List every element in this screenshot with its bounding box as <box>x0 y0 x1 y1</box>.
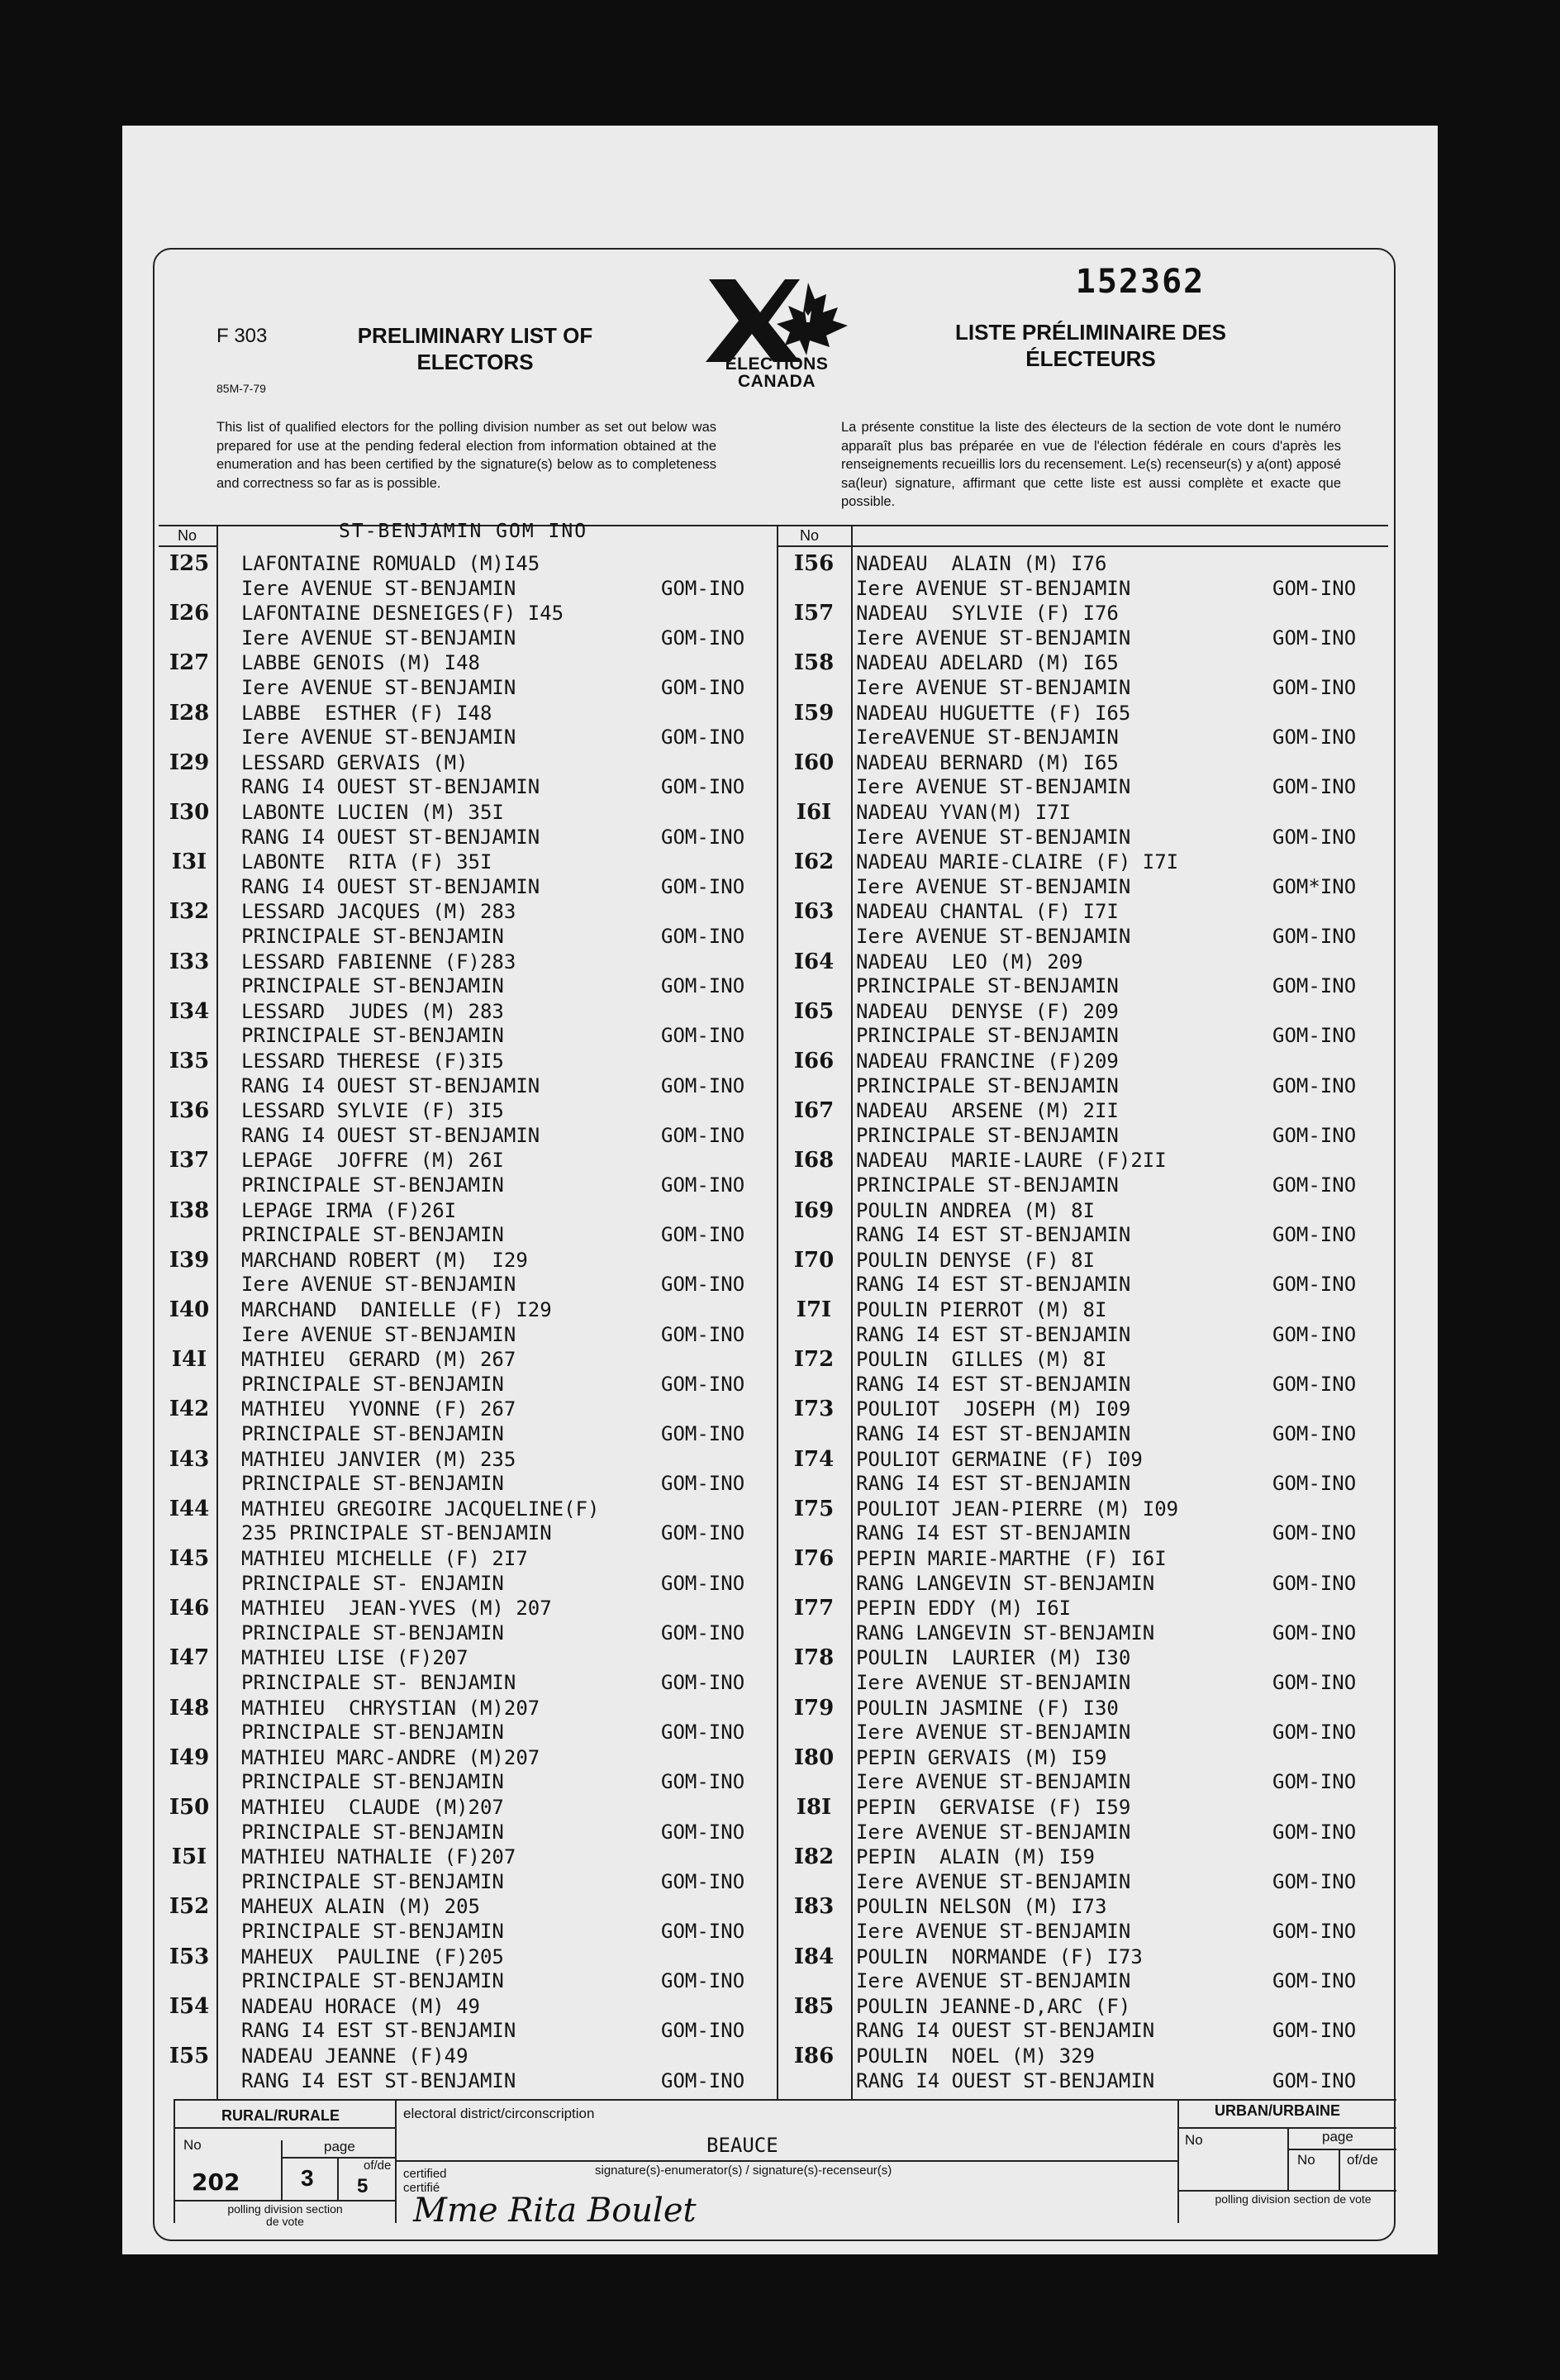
page-total: 5 <box>357 2175 369 2197</box>
postal-code: GOM-INO <box>661 974 745 998</box>
elector-name: POULIN DENYSE (F) 8I <box>856 1248 1095 1272</box>
elector-address: RANG I4 EST ST-BENJAMIN <box>856 1273 1131 1297</box>
elector-number: I38 <box>169 1197 210 1223</box>
elector-address: Iere AVENUE ST-BENJAMIN <box>241 1273 516 1297</box>
elector-name: MATHIEU GERARD (M) 267 <box>241 1348 516 1372</box>
urban-of-label: of/de <box>1347 2152 1378 2168</box>
elector-name: NADEAU ARSENE (M) 2II <box>856 1099 1119 1123</box>
postal-code: GOM-INO <box>1272 1273 1357 1297</box>
urban-page-rule <box>1287 2149 1396 2150</box>
postal-code: GOM-INO <box>1272 626 1357 650</box>
elector-address: RANG I4 EST ST-BENJAMIN <box>856 1372 1131 1396</box>
elector-number: I25 <box>169 551 210 576</box>
elector-number: I77 <box>793 1596 835 1621</box>
postal-code: GOM-INO <box>661 1322 745 1346</box>
elector-name: POULIN GILLES (M) 8I <box>856 1348 1107 1372</box>
elector-address: PRINCIPALE ST-BENJAMIN <box>856 1123 1119 1147</box>
urban-no-label: No <box>1185 2132 1203 2148</box>
elector-number: I27 <box>169 650 210 676</box>
elector-name: POULIN PIERROT (M) 8I <box>856 1298 1107 1321</box>
elector-name: MATHIEU YVONNE (F) 267 <box>241 1397 516 1421</box>
elector-address: Iere AVENUE ST-BENJAMIN <box>856 1770 1131 1794</box>
elector-address: PRINCIPALE ST-BENJAMIN <box>241 1721 504 1745</box>
location-header: ST-BENJAMIN GOM INO <box>339 521 588 542</box>
elector-name: LAFONTAINE DESNEIGES(F) I45 <box>241 602 564 626</box>
elector-number: I29 <box>169 750 210 775</box>
elector-address: RANG I4 OUEST ST-BENJAMIN <box>241 1123 540 1147</box>
elector-number: I32 <box>169 899 210 925</box>
elector-number: I52 <box>169 1894 210 1920</box>
column-divider-2 <box>777 525 778 2099</box>
elector-name: POULIOT JOSEPH (M) I09 <box>856 1397 1131 1421</box>
elector-number: I65 <box>793 998 835 1024</box>
postal-code: GOM-INO <box>661 1123 745 1147</box>
postal-code: GOM-INO <box>1272 1472 1357 1496</box>
elector-address: RANG I4 OUEST ST-BENJAMIN <box>856 2019 1155 2043</box>
page-number: 3 <box>301 2165 314 2191</box>
postal-code: GOM-INO <box>1272 1820 1357 1844</box>
elector-address: RANG I4 EST ST-BENJAMIN <box>241 2019 516 2043</box>
postal-code: GOM-INO <box>1272 1421 1357 1445</box>
urban-label: URBAN/URBAINE <box>1215 2102 1340 2119</box>
intro-english: This list of qualified electors for the polling division number as set out below was prepared for use at the pending federal election from information obtained at the enumeration and has been certified by the signature(s) below as to completeness and correctness so far as is possible. <box>216 420 716 491</box>
elector-number: I64 <box>793 949 835 974</box>
postal-code: GOM-INO <box>1272 1073 1357 1097</box>
elector-number: I28 <box>169 700 210 726</box>
rural-no-label: No <box>183 2137 202 2153</box>
elector-name: PEPIN ALAIN (M) I59 <box>856 1845 1095 1869</box>
elector-number: I56 <box>793 551 835 576</box>
elector-name: POULIOT JEAN-PIERRE (M) I09 <box>856 1497 1179 1521</box>
elector-name: LESSARD THERESE (F)3I5 <box>241 1050 504 1073</box>
elector-name: LESSARD JACQUES (M) 283 <box>241 900 516 924</box>
no-header-left: No <box>178 527 197 544</box>
rural-page-divider <box>337 2157 339 2200</box>
enumerator-signature: Mme Rita Boulet <box>413 2192 697 2230</box>
postal-code: GOM-INO <box>661 1721 745 1745</box>
no-header-rule-left <box>159 545 216 547</box>
elector-name: PEPIN GERVAISE (F) I59 <box>856 1796 1131 1819</box>
elector-number: I66 <box>793 1049 835 1073</box>
elector-name: POULIN NOEL (M) 329 <box>856 2044 1095 2068</box>
elector-address: PRINCIPALE ST-BENJAMIN <box>241 1372 504 1396</box>
postal-code: GOM*INO <box>1272 874 1357 898</box>
elector-number: I5I <box>171 1844 207 1870</box>
elector-name: LEPAGE IRMA (F)26I <box>241 1198 457 1222</box>
elector-address: PRINCIPALE ST-BENJAMIN <box>856 1024 1119 1048</box>
postal-code: GOM-INO <box>1272 1571 1357 1595</box>
elector-address: Iere AVENUE ST-BENJAMIN <box>856 825 1131 849</box>
elector-name: LESSARD GERVAIS (M) <box>241 750 468 774</box>
postal-code: GOM-INO <box>661 576 745 600</box>
elector-number: I73 <box>793 1397 835 1422</box>
elector-number: I30 <box>169 800 210 825</box>
elector-name: NADEAU ALAIN (M) I76 <box>856 552 1107 575</box>
elector-number: I36 <box>169 1098 210 1124</box>
elector-name: LESSARD JUDES (M) 283 <box>241 999 504 1023</box>
rural-label-rule <box>174 2127 395 2129</box>
elector-name: LEPAGE JOFFRE (M) 26I <box>241 1149 504 1173</box>
elector-name: LESSARD FABIENNE (F)283 <box>241 950 516 973</box>
elector-address: PRINCIPALE ST-BENJAMIN <box>241 1621 504 1645</box>
rural-no-divider <box>281 2140 283 2200</box>
elector-number: I83 <box>793 1894 835 1920</box>
elector-number: I43 <box>169 1446 210 1472</box>
postal-code: GOM-INO <box>661 1969 745 1993</box>
postal-code: GOM-INO <box>1272 1123 1357 1147</box>
header-rule-right <box>851 545 1388 547</box>
elector-name: MATHIEU LISE (F)207 <box>241 1646 468 1670</box>
postal-code: GOM-INO <box>661 675 745 699</box>
postal-code: GOM-INO <box>661 1223 745 1247</box>
postal-code: GOM-INO <box>1272 1670 1357 1694</box>
postal-code: GOM-INO <box>661 2019 745 2043</box>
elector-address: RANG I4 OUEST ST-BENJAMIN <box>241 1073 540 1097</box>
title-french: LISTE PRÉLIMINAIRE DES ÉLECTEURS <box>955 320 1226 371</box>
elector-number: I50 <box>169 1795 210 1820</box>
elector-name: MAHEUX PAULINE (F)205 <box>241 1944 504 1968</box>
elector-address: PRINCIPALE ST-BENJAMIN <box>241 1820 504 1844</box>
elector-address: Iere AVENUE ST-BENJAMIN <box>856 1869 1131 1893</box>
elector-name: NADEAU YVAN(M) I7I <box>856 801 1072 824</box>
elector-name: POULIN NORMANDE (F) I73 <box>856 1944 1143 1968</box>
elector-number: I70 <box>793 1247 835 1273</box>
elector-number: I74 <box>793 1446 835 1472</box>
elector-name: POULIN JASMINE (F) I30 <box>856 1696 1119 1720</box>
elector-address: RANG I4 EST ST-BENJAMIN <box>856 1521 1131 1545</box>
urban-no-label-2: No <box>1297 2152 1315 2168</box>
postal-code: GOM-INO <box>661 1670 745 1694</box>
postal-code: GOM-INO <box>1272 675 1357 699</box>
postal-code: GOM-INO <box>1272 775 1357 799</box>
postal-code: GOM-INO <box>661 1372 745 1396</box>
elector-address: Iere AVENUE ST-BENJAMIN <box>856 675 1131 699</box>
elector-address: Iere AVENUE ST-BENJAMIN <box>241 626 516 650</box>
rural-of-label: of/de <box>364 2159 392 2173</box>
elector-number: I72 <box>793 1347 835 1373</box>
elector-name: NADEAU HORACE (M) 49 <box>241 1994 480 2018</box>
elector-number: I33 <box>169 949 210 974</box>
elector-number: I67 <box>793 1098 835 1124</box>
elector-address: Iere AVENUE ST-BENJAMIN <box>856 1969 1131 1993</box>
polling-number: 202 <box>192 2168 240 2196</box>
elector-number: I78 <box>793 1645 835 1671</box>
rural-label: RURAL/RURALE <box>221 2107 340 2124</box>
serial-number: 152362 <box>1075 263 1206 301</box>
elector-address: RANG I4 OUEST ST-BENJAMIN <box>856 2068 1155 2092</box>
elector-address: Iere AVENUE ST-BENJAMIN <box>856 1919 1131 1943</box>
elector-address: 235 PRINCIPALE ST-BENJAMIN <box>241 1521 552 1545</box>
elector-number: I55 <box>169 2044 210 2068</box>
elector-name: NADEAU LEO (M) 209 <box>856 950 1083 973</box>
elector-address: RANG I4 OUEST ST-BENJAMIN <box>241 825 540 849</box>
elector-number: I37 <box>169 1148 210 1173</box>
title-english: PRELIMINARY LIST OF ELECTORS <box>357 323 593 374</box>
postal-code: GOM-INO <box>1272 1223 1357 1247</box>
elector-name: NADEAU MARIE-LAURE (F)2II <box>856 1149 1167 1173</box>
elector-name: LESSARD SYLVIE (F) 3I5 <box>241 1099 504 1123</box>
elector-number: I39 <box>169 1247 210 1273</box>
elector-number: I86 <box>793 2044 835 2068</box>
postal-code: GOM-INO <box>661 1073 745 1097</box>
elector-name: NADEAU BERNARD (M) I65 <box>856 750 1119 774</box>
elector-number: I58 <box>793 650 835 676</box>
postal-code: GOM-INO <box>661 924 745 948</box>
elector-address: IereAVENUE ST-BENJAMIN <box>856 726 1119 750</box>
elector-number: I69 <box>793 1197 835 1223</box>
elector-address: Iere AVENUE ST-BENJAMIN <box>241 675 516 699</box>
postal-code: GOM-INO <box>1272 1869 1357 1893</box>
elector-number: I53 <box>169 1944 210 1969</box>
elector-name: NADEAU CHANTAL (F) I7I <box>856 900 1119 924</box>
postal-code: GOM-INO <box>1272 1024 1357 1048</box>
postal-code: GOM-INO <box>661 626 745 650</box>
elector-name: PEPIN EDDY (M) I6I <box>856 1597 1072 1621</box>
elector-address: Iere AVENUE ST-BENJAMIN <box>856 1670 1131 1694</box>
postal-code: GOM-INO <box>661 1472 745 1496</box>
elector-address: PRINCIPALE ST-BENJAMIN <box>241 1869 504 1893</box>
elector-number: I47 <box>169 1645 210 1671</box>
elector-address: Iere AVENUE ST-BENJAMIN <box>856 924 1131 948</box>
elector-address: PRINCIPALE ST-BENJAMIN <box>241 1770 504 1794</box>
elector-address: PRINCIPALE ST-BENJAMIN <box>241 1223 504 1247</box>
elector-number: I84 <box>793 1944 835 1969</box>
elector-name: MATHIEU CHRYSTIAN (M)207 <box>241 1696 540 1720</box>
elector-address: RANG LANGEVIN ST-BENJAMIN <box>856 1621 1155 1645</box>
elector-number: I79 <box>793 1695 835 1721</box>
district-rule <box>395 2160 1177 2162</box>
elector-name: MATHIEU JEAN-YVES (M) 207 <box>241 1597 552 1621</box>
elector-number: I44 <box>169 1496 210 1521</box>
footer-divider-right <box>1177 2099 1179 2223</box>
postal-code: GOM-INO <box>661 1571 745 1595</box>
elector-address: Iere AVENUE ST-BENJAMIN <box>241 726 516 750</box>
elector-number: I62 <box>793 850 835 875</box>
elector-number: I85 <box>793 1993 835 2019</box>
elector-address: PRINCIPALE ST-BENJAMIN <box>241 924 504 948</box>
postal-code: GOM-INO <box>661 874 745 898</box>
elector-number: I34 <box>169 998 210 1024</box>
elector-address: Iere AVENUE ST-BENJAMIN <box>856 626 1131 650</box>
elector-number: I48 <box>169 1695 210 1721</box>
elector-name: LABBE ESTHER (F) I48 <box>241 701 492 725</box>
elector-number: I60 <box>793 750 835 775</box>
elector-name: LABONTE RITA (F) 35I <box>241 850 492 874</box>
footer-left-edge <box>174 2099 175 2223</box>
elector-address: RANG I4 EST ST-BENJAMIN <box>856 1223 1131 1247</box>
district-label: electoral district/circonscription <box>403 2106 595 2121</box>
elector-address: Iere AVENUE ST-BENJAMIN <box>856 874 1131 898</box>
elector-number: I42 <box>169 1397 210 1422</box>
postal-code: GOM-INO <box>661 775 745 799</box>
postal-code: GOM-INO <box>1272 1372 1357 1396</box>
elector-address: Iere AVENUE ST-BENJAMIN <box>241 576 516 600</box>
logo-text: ELECTIONS CANADA <box>725 355 829 391</box>
elector-name: MATHIEU JANVIER (M) 235 <box>241 1447 516 1471</box>
postal-code: GOM-INO <box>661 1869 745 1893</box>
elector-name: MAHEUX ALAIN (M) 205 <box>241 1895 480 1919</box>
polling-division-label: polling division section de vote <box>227 2202 343 2228</box>
form-code: F 303 <box>216 325 268 347</box>
postal-code: GOM-INO <box>661 1421 745 1445</box>
elector-name: NADEAU JEANNE (F)49 <box>241 2044 468 2068</box>
elector-name: NADEAU DENYSE (F) 209 <box>856 999 1119 1023</box>
postal-code: GOM-INO <box>1272 576 1357 600</box>
form-date: 85M-7-79 <box>216 382 266 395</box>
elector-number: I6I <box>796 800 832 825</box>
elector-number: I35 <box>169 1049 210 1073</box>
postal-code: GOM-INO <box>661 2068 745 2092</box>
urban-bottom-rule <box>1177 2190 1396 2192</box>
elector-address: PRINCIPALE ST-BENJAMIN <box>241 1472 504 1496</box>
signature-label: signature(s)-enumerator(s) / signature(s)-recenseur(s) <box>595 2163 892 2178</box>
elector-name: POULIN ANDREA (M) 8I <box>856 1198 1095 1222</box>
postal-code: GOM-INO <box>1272 1770 1357 1794</box>
elector-address: PRINCIPALE ST-BENJAMIN <box>241 974 504 998</box>
elector-name: MATHIEU MICHELLE (F) 2I7 <box>241 1547 528 1570</box>
elector-address: Iere AVENUE ST-BENJAMIN <box>856 1721 1131 1745</box>
elector-number: I82 <box>793 1844 835 1870</box>
postal-code: GOM-INO <box>661 1521 745 1545</box>
urban-page-label: page <box>1322 2129 1353 2144</box>
certified-label: certified certifié <box>403 2167 447 2195</box>
elector-address: RANG I4 OUEST ST-BENJAMIN <box>241 874 540 898</box>
postal-code: GOM-INO <box>1272 1919 1357 1943</box>
elector-number: I4I <box>171 1347 207 1373</box>
rural-page-label: page <box>324 2139 355 2154</box>
elector-address: PRINCIPALE ST-BENJAMIN <box>241 1421 504 1445</box>
elector-name: NADEAU FRANCINE (F)209 <box>856 1050 1119 1073</box>
elector-address: RANG I4 EST ST-BENJAMIN <box>241 2068 516 2092</box>
elector-address: Iere AVENUE ST-BENJAMIN <box>241 1322 516 1346</box>
elector-address: RANG I4 OUEST ST-BENJAMIN <box>241 775 540 799</box>
elector-address: Iere AVENUE ST-BENJAMIN <box>856 1820 1131 1844</box>
elector-name: LABONTE LUCIEN (M) 35I <box>241 801 504 824</box>
postal-code: GOM-INO <box>1272 1173 1357 1197</box>
elector-address: Iere AVENUE ST-BENJAMIN <box>856 576 1131 600</box>
elector-name: NADEAU ADELARD (M) I65 <box>856 651 1119 675</box>
postal-code: GOM-INO <box>661 1770 745 1794</box>
no-header-right: No <box>800 527 820 544</box>
elector-name: NADEAU HUGUETTE (F) I65 <box>856 701 1131 725</box>
elector-number: I54 <box>169 1993 210 2019</box>
elector-number: I57 <box>793 601 835 626</box>
urban-polling-label: polling division section de vote <box>1215 2192 1372 2206</box>
elector-name: POULIN LAURIER (M) I30 <box>856 1646 1131 1670</box>
elector-name: LAFONTAINE ROMUALD (M)I45 <box>241 552 540 575</box>
postal-code: GOM-INO <box>1272 1721 1357 1745</box>
postal-code: GOM-INO <box>1272 2068 1357 2092</box>
elector-address: PRINCIPALE ST-BENJAMIN <box>241 1919 504 1943</box>
rural-bottom-rule <box>174 2200 395 2202</box>
elector-address: PRINCIPALE ST-BENJAMIN <box>856 1173 1119 1197</box>
no-header-rule-right <box>777 545 851 547</box>
postal-code: GOM-INO <box>1272 974 1357 998</box>
postal-code: GOM-INO <box>1272 924 1357 948</box>
elector-address: PRINCIPALE ST-BENJAMIN <box>856 974 1119 998</box>
elector-name: MATHIEU NATHALIE (F)207 <box>241 1845 516 1869</box>
elector-number: I45 <box>169 1546 210 1571</box>
urban-page-divider <box>1339 2149 1340 2190</box>
elector-name: PEPIN GERVAIS (M) I59 <box>856 1745 1107 1769</box>
elector-address: PRINCIPALE ST-BENJAMIN <box>241 1173 504 1197</box>
elector-name: MARCHAND DANIELLE (F) I29 <box>241 1298 552 1321</box>
elector-number: I26 <box>169 601 210 626</box>
elector-number: I8I <box>796 1795 832 1820</box>
elector-address: PRINCIPALE ST-BENJAMIN <box>241 1969 504 1993</box>
elector-number: I49 <box>169 1745 210 1770</box>
elector-number: I75 <box>793 1496 835 1521</box>
postal-code: GOM-INO <box>661 1273 745 1297</box>
elector-address: PRINCIPALE ST-BENJAMIN <box>241 1024 504 1048</box>
elector-name: LABBE GENOIS (M) I48 <box>241 651 480 675</box>
postal-code: GOM-INO <box>661 1820 745 1844</box>
postal-code: GOM-INO <box>661 1621 745 1645</box>
elector-number: I46 <box>169 1596 210 1621</box>
elector-number: I40 <box>169 1297 210 1322</box>
elector-number: I76 <box>793 1546 835 1571</box>
elector-number: I7I <box>796 1297 832 1322</box>
elector-address: PRINCIPALE ST- ENJAMIN <box>241 1571 504 1595</box>
postal-code: GOM-INO <box>661 1173 745 1197</box>
elector-name: MATHIEU CLAUDE (M)207 <box>241 1796 504 1819</box>
postal-code: GOM-INO <box>661 726 745 750</box>
elector-name: MATHIEU MARC-ANDRE (M)207 <box>241 1745 540 1769</box>
elector-address: RANG I4 EST ST-BENJAMIN <box>856 1472 1131 1496</box>
postal-code: GOM-INO <box>1272 726 1357 750</box>
elector-name: POULIN NELSON (M) I73 <box>856 1895 1107 1919</box>
elector-number: I68 <box>793 1148 835 1173</box>
elector-name: MATHIEU GREGOIRE JACQUELINE(F) <box>241 1497 600 1521</box>
column-divider-3 <box>851 525 853 2099</box>
elector-name: MARCHAND ROBERT (M) I29 <box>241 1248 528 1272</box>
elector-address: Iere AVENUE ST-BENJAMIN <box>856 775 1131 799</box>
elector-name: POULIN JEANNE-D,ARC (F) <box>856 1994 1131 2018</box>
elector-name: PEPIN MARIE-MARTHE (F) I6I <box>856 1547 1167 1570</box>
district-name: BEAUCE <box>706 2134 778 2157</box>
elector-name: NADEAU MARIE-CLAIRE (F) I7I <box>856 850 1179 874</box>
elector-number: I63 <box>793 899 835 925</box>
elector-address: RANG LANGEVIN ST-BENJAMIN <box>856 1571 1155 1595</box>
urban-no-divider <box>1287 2127 1289 2190</box>
column-divider-1 <box>216 525 218 2099</box>
elector-name: POULIOT GERMAINE (F) I09 <box>856 1447 1143 1471</box>
elector-address: RANG I4 EST ST-BENJAMIN <box>856 1421 1131 1445</box>
elector-address: PRINCIPALE ST-BENJAMIN <box>856 1073 1119 1097</box>
postal-code: GOM-INO <box>1272 825 1357 849</box>
elector-number: I80 <box>793 1745 835 1770</box>
postal-code: GOM-INO <box>661 825 745 849</box>
postal-code: GOM-INO <box>1272 1621 1357 1645</box>
intro-french: La présente constitue la liste des électeurs de la section de vote dont le numéro apparaît plus bas préparée en vue de l'élection fédérale en cours d'après les renseignements recueillis lors du recensement. Le(s) recenseur(s) y a(ont) apposé sa(leur) signature, affirmant que cette liste est aussi complète et exacte que possible. <box>841 420 1341 509</box>
postal-code: GOM-INO <box>661 1919 745 1943</box>
postal-code: GOM-INO <box>1272 1521 1357 1545</box>
postal-code: GOM-INO <box>1272 1322 1357 1346</box>
postal-code: GOM-INO <box>661 1024 745 1048</box>
elector-name: NADEAU SYLVIE (F) I76 <box>856 602 1119 626</box>
postal-code: GOM-INO <box>1272 2019 1357 2043</box>
elector-number: I3I <box>171 850 207 875</box>
footer-top-rule <box>174 2099 1396 2101</box>
elector-number: I59 <box>793 700 835 726</box>
elector-address: PRINCIPALE ST- BENJAMIN <box>241 1670 516 1694</box>
elector-address: RANG I4 EST ST-BENJAMIN <box>856 1322 1131 1346</box>
postal-code: GOM-INO <box>1272 1969 1357 1993</box>
